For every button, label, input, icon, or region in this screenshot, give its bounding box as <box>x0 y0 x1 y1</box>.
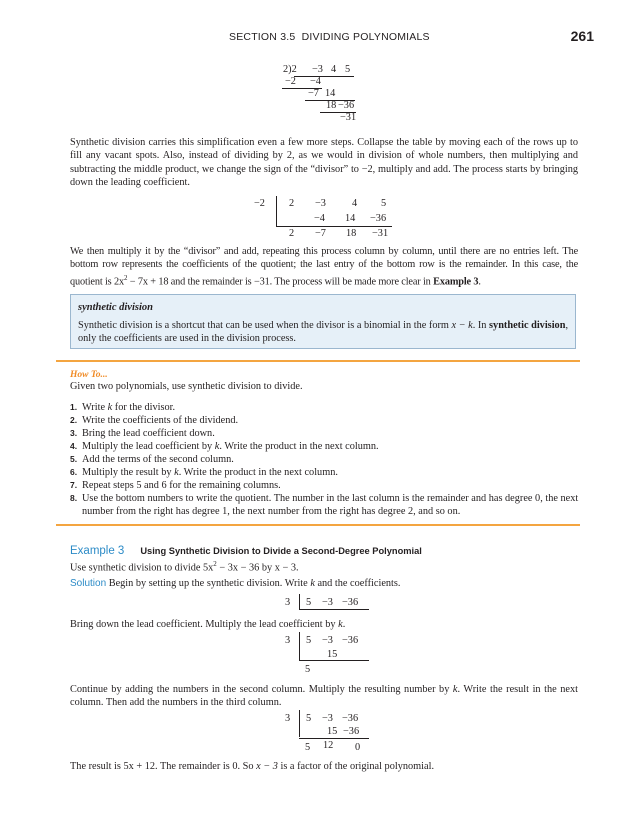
definition-part: . In <box>472 320 490 331</box>
step2-variable: k <box>338 619 343 630</box>
problem-text: − 3x − 36 by x − 3. <box>216 562 299 574</box>
howto-step <box>70 440 582 453</box>
section-title: DIVIDING POLYNOMIALS <box>301 31 430 43</box>
tableB-cell: −36 <box>342 635 359 646</box>
howto-step <box>70 401 582 414</box>
step-number: 8. <box>70 493 78 503</box>
problem-exponent: 2 <box>213 560 217 568</box>
tableC-bar <box>299 710 300 737</box>
result-text: is a factor of the original polynomial. <box>277 761 435 772</box>
solution-intro <box>70 578 400 589</box>
step3-variable: k <box>452 684 458 695</box>
tableC-cell: −3 <box>322 713 333 724</box>
tableA-cell: 5 <box>306 597 312 608</box>
tableA-divisor: 3 <box>285 597 291 608</box>
step-number: 6. <box>70 467 78 477</box>
tableA-cell: −36 <box>342 597 359 608</box>
tableC-cell: 0 <box>355 742 361 753</box>
howto-label: How To... <box>70 370 108 380</box>
tableB-cell: 15 <box>327 649 338 660</box>
definition-box <box>70 294 576 349</box>
howto-step <box>70 453 582 466</box>
example-problem <box>70 560 299 573</box>
long-rule <box>305 100 355 101</box>
howto-step <box>70 427 582 440</box>
page-number: 261 <box>570 28 594 44</box>
para2-term: 2x <box>113 276 124 288</box>
tableC-cell: 5 <box>305 742 311 753</box>
step-text: Multiply the result by <box>82 467 175 478</box>
para2-text: − 7x + 18 and the remainder is −31. The process will be made more clear in <box>127 276 434 288</box>
table1-cell: −31 <box>372 228 389 239</box>
howto-step <box>70 414 582 427</box>
definition-form: x − k <box>451 320 473 331</box>
tableC-cell: 12 <box>323 740 334 751</box>
step-text: Use the bottom numbers to write the quotient. The number in the last column is the remainder and has degree 0, the next number from the right has degree 1, the next number from the right has degree 2, and so on. <box>82 493 579 517</box>
table1-rule <box>276 226 392 227</box>
step3-text: Continue by adding the numbers in the second column. Multiply the resulting number by <box>70 684 453 695</box>
long-cell: −7 <box>308 88 319 99</box>
section-number: SECTION 3.5 <box>229 31 296 43</box>
solution-text: Begin by setting up the synthetic division. Write <box>108 578 311 589</box>
long-cell: 4 <box>331 64 337 75</box>
table1-cell: 4 <box>352 198 358 209</box>
solution-label: Solution <box>70 578 107 589</box>
step-text: Write the coefficients of the dividend. <box>82 415 239 426</box>
step-text: . Write the product in the next column. <box>219 441 379 452</box>
tableC-cell: −36 <box>343 726 360 737</box>
example-title: Using Synthetic Division to Divide a Second-Degree Polynomial <box>140 546 422 556</box>
long-cell: −3 <box>312 64 323 75</box>
tableB-bar <box>299 632 300 660</box>
definition-text <box>78 319 570 346</box>
step-number: 7. <box>70 480 78 490</box>
long-cell: −4 <box>310 76 321 87</box>
howto-step <box>70 479 582 492</box>
tableB-rule <box>299 660 369 661</box>
table1-cell: 14 <box>345 213 356 224</box>
result-factor: x − 3 <box>256 761 278 772</box>
step-text: Multiply the lead coefficient by <box>82 441 215 452</box>
result-text: The result is 5x + 12. The remainder is 0. So <box>70 761 257 772</box>
step-text: Write <box>82 402 108 413</box>
step-text: Bring the lead coefficient down. <box>82 428 215 439</box>
long-cell: −2 <box>285 76 296 87</box>
table1-bar <box>276 196 277 226</box>
table1-cell: 2 <box>289 198 295 209</box>
definition-part: , only the coefficients are used in the division process. <box>78 320 569 345</box>
table1-cell: 18 <box>346 228 357 239</box>
step3-text: . Write the result in the next column. Then add the numbers in the third column. <box>70 684 578 709</box>
step-number: 1. <box>70 402 78 412</box>
table1-cell: −4 <box>314 213 325 224</box>
long-cell: 14 <box>325 88 336 99</box>
problem-text: Use synthetic division to divide 5x <box>70 562 214 574</box>
howto-bottom-rule <box>56 524 580 526</box>
tableA-bar <box>299 594 300 609</box>
table1-cell: −7 <box>315 228 326 239</box>
running-header <box>229 31 430 43</box>
para2-text: We then multiply it by the “divisor” and add, repeating this process column by column, until there are no entries left. The bottom row represents the coefficients of the quotient; the last entry of the bottom row is the remainder. In this case, the quotient is <box>70 246 578 288</box>
step-bring-down <box>70 619 345 630</box>
long-rule <box>294 76 354 77</box>
table1-divisor: −2 <box>254 198 265 209</box>
step2-text: . <box>342 619 346 630</box>
tableB-cell: −3 <box>322 635 333 646</box>
howto-intro: Given two polynomials, use synthetic division to divide. <box>70 381 303 392</box>
solution-variable: k <box>310 578 315 589</box>
long-cell: 18 <box>326 100 337 111</box>
example-label: Example 3 <box>70 545 125 557</box>
example-result <box>70 761 434 772</box>
howto-top-rule <box>56 360 580 362</box>
para2-exponent: 2 <box>123 273 128 282</box>
para2-end: . <box>478 276 481 288</box>
tableB-divisor: 3 <box>285 635 291 646</box>
paragraph-quotient <box>70 245 578 288</box>
step-text: . Write the product in the next column. <box>178 467 338 478</box>
step-text: Add the terms of the second column. <box>82 454 234 465</box>
tableC-divisor: 3 <box>285 713 291 724</box>
step-number: 5. <box>70 454 78 464</box>
table1-cell: −3 <box>315 198 326 209</box>
step-number: 3. <box>70 428 78 438</box>
long-cell: −31 <box>340 112 357 123</box>
step-variable: k <box>174 467 179 478</box>
tableC-rule <box>299 738 369 739</box>
solution-text: and the coefficients. <box>314 578 401 589</box>
example-heading <box>70 541 422 559</box>
step-text: for the divisor. <box>112 402 176 413</box>
definition-part: Synthetic division is a shortcut that can be used when the divisor is a binomial in the form <box>78 320 452 331</box>
definition-title: synthetic division <box>78 302 153 313</box>
long-cell: 5 <box>345 64 351 75</box>
tableA-rule <box>299 609 369 610</box>
howto-steps <box>70 401 582 518</box>
howto-step <box>70 466 582 479</box>
tableC-cell: 5 <box>306 713 312 724</box>
step-number: 4. <box>70 441 78 451</box>
definition-bold-term: synthetic division <box>489 320 566 331</box>
tableC-cell: 15 <box>327 726 338 737</box>
table1-cell: 5 <box>381 198 387 209</box>
table1-cell: 2 <box>289 228 295 239</box>
step-variable: k <box>107 402 113 413</box>
tableC-cell: −36 <box>342 713 359 724</box>
table1-cell: −36 <box>370 213 387 224</box>
howto-step <box>70 492 582 518</box>
paragraph-intro: Synthetic division carries this simplification even a few more steps. Collapse the table by moving each of the rows up to fill any vacant spots. Also, instead of dividing by 2, as we would in division of whole numbers, then multiplying and subtracting the middle product, we change the sign of the “divisor” to −2, multiply and add. The process starts by bringing down the leading coefficient. <box>70 137 578 188</box>
tableA-cell: −3 <box>322 597 333 608</box>
long-cell: −36 <box>338 100 355 111</box>
step-variable: k <box>214 441 220 452</box>
tableB-cell: 5 <box>305 664 311 675</box>
example-reference: Example 3 <box>433 276 479 288</box>
tableB-cell: 5 <box>306 635 312 646</box>
step2-text: Bring down the lead coefficient. Multiply the lead coefficient by <box>70 619 339 630</box>
step-continue <box>70 683 578 710</box>
step-text: Repeat steps 5 and 6 for the remaining columns. <box>82 480 281 491</box>
step-number: 2. <box>70 415 78 425</box>
long-cell: 2)2 <box>283 64 297 75</box>
